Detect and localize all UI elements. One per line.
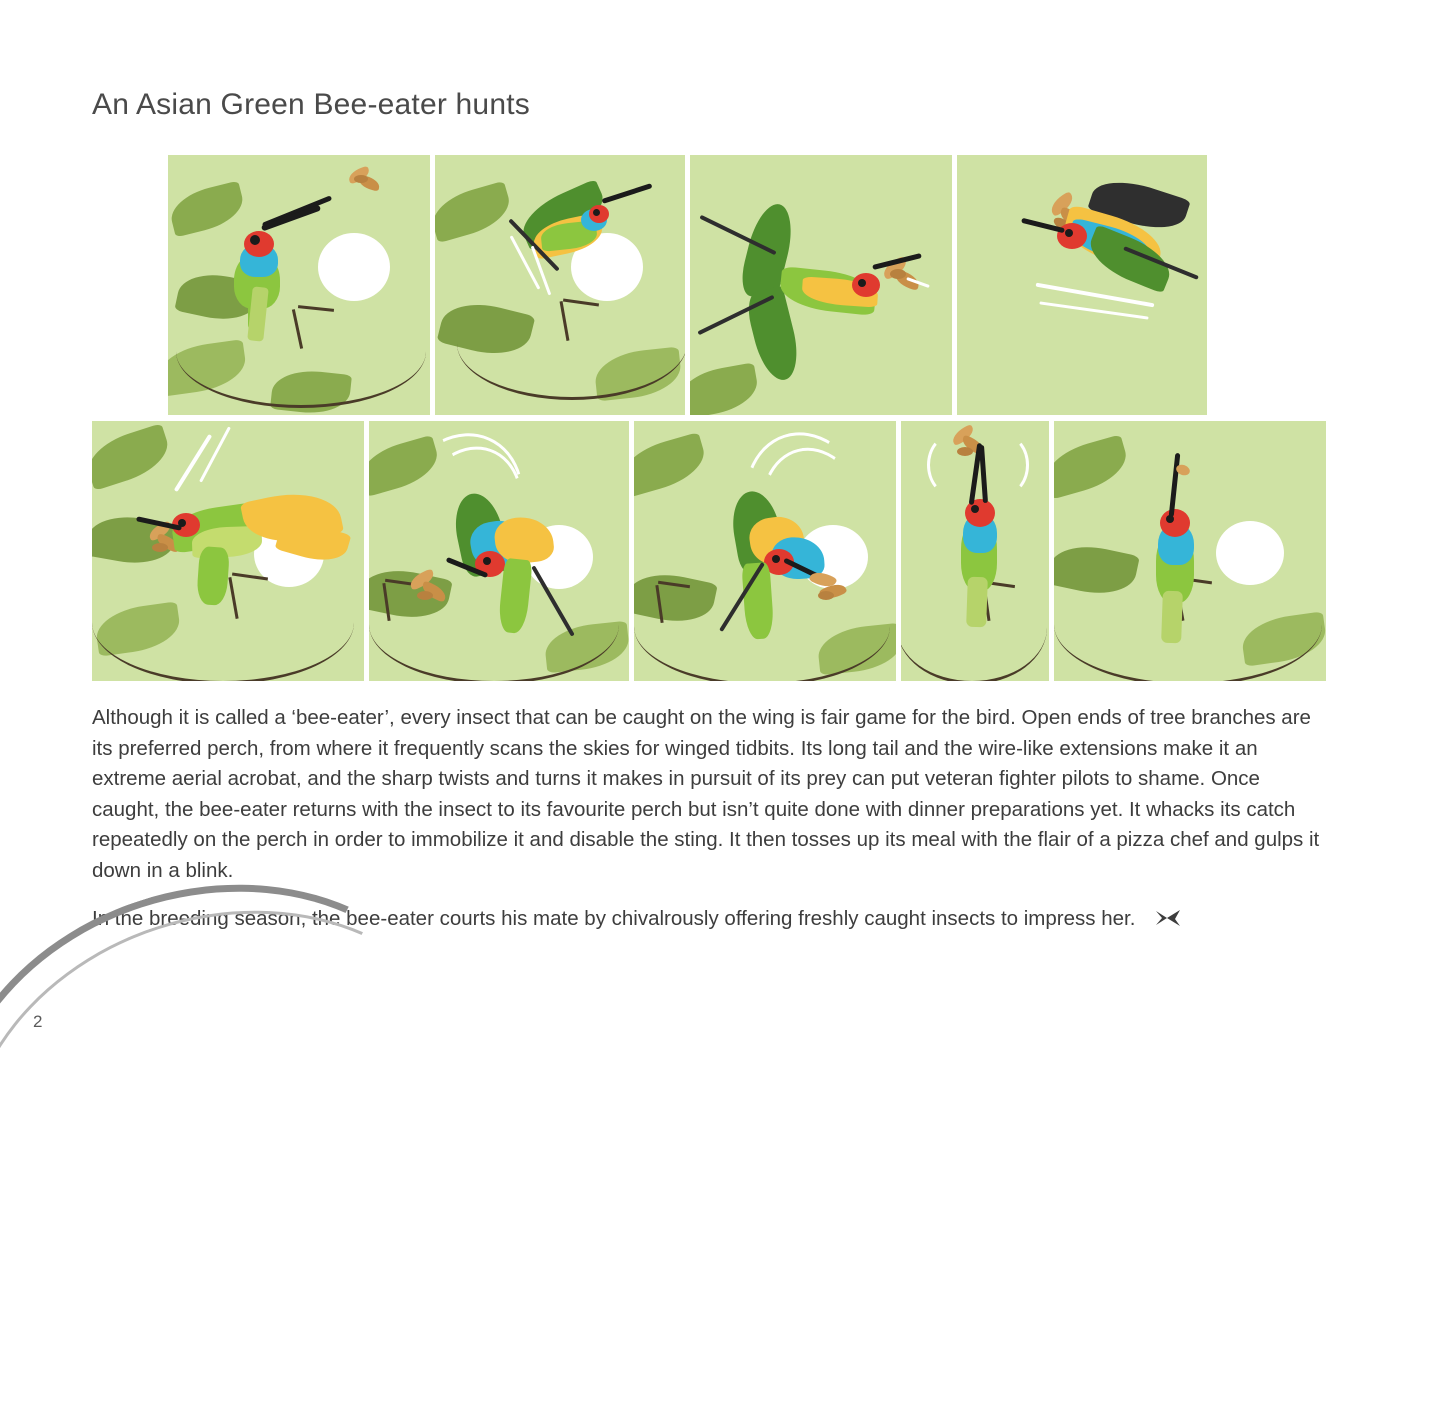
panel-1 xyxy=(168,155,430,415)
insect-icon xyxy=(344,169,384,193)
bird xyxy=(158,479,358,619)
bird xyxy=(417,489,597,639)
panel-9 xyxy=(1054,421,1326,681)
bird xyxy=(935,451,1045,621)
bird xyxy=(706,193,916,383)
paragraph-2: In the breeding season, the bee-eater courts his mate by chivalrously offering freshly caught insects to impress her. xyxy=(92,907,1136,930)
bird xyxy=(489,165,659,325)
page-number: 2 xyxy=(33,1012,43,1031)
paragraph-1: Although it is called a ‘bee-eater’, every insect that can be caught on the wing is fair game for the bird. Open ends of tree branches are its preferred perch, from where it frequently scans the skies for winged tidbits. Its long tail and the wire-like extensions make it an extreme aerial acrobat, and the sharp twists and turns it makes in pursuit of its prey can put veteran fighter pilots to shame. Once caught, the bee-eater returns with the insect to its favourite perch but isn’t quite done with dinner preparations yet. It whacks its catch repeatedly on the perch in order to immobilize it and disable the sting. It then tosses up its meal with the flair of a pizza chef and gulps it down in a blink. xyxy=(92,706,1320,882)
bird xyxy=(1035,183,1207,323)
bird xyxy=(1132,455,1252,625)
insect-icon xyxy=(405,569,457,613)
panel-7 xyxy=(634,421,896,681)
panel-5 xyxy=(92,421,364,681)
panel-6 xyxy=(369,421,629,681)
panel-2 xyxy=(435,155,685,415)
panel-8 xyxy=(901,421,1049,681)
bird-glyph-icon xyxy=(1155,906,1181,937)
insect-icon xyxy=(804,569,858,613)
page-title: An Asian Green Bee-eater hunts xyxy=(92,88,530,121)
panel-4 xyxy=(957,155,1207,415)
comic-strip-top xyxy=(168,155,1207,415)
bird xyxy=(226,201,376,321)
leaf-icon xyxy=(1054,434,1132,499)
panel-3 xyxy=(690,155,952,415)
bird xyxy=(698,487,878,637)
comic-strip-bottom xyxy=(92,421,1326,681)
